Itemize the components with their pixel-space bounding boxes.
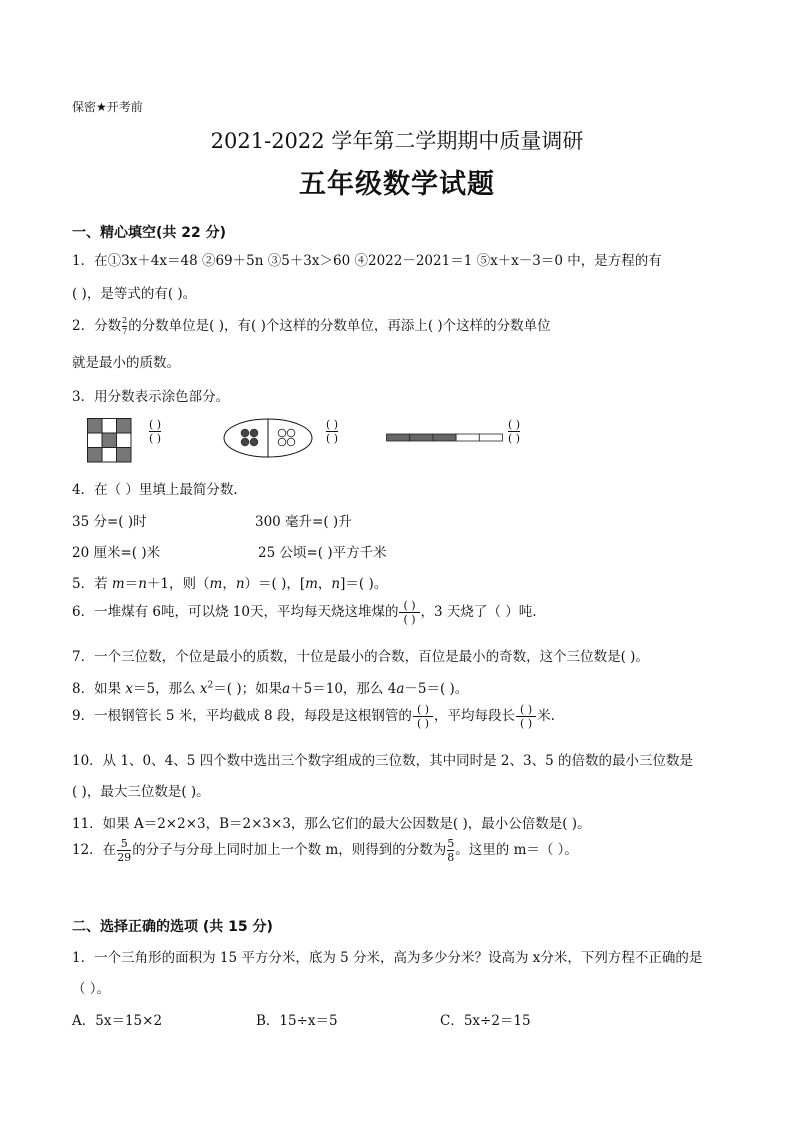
oval-dots-figure (222, 417, 314, 459)
q5-text: 5．若 (72, 576, 112, 592)
bar-segment-shaded (433, 434, 456, 441)
q2-fraction (122, 317, 127, 336)
q8-text: －5＝( )。 (404, 681, 469, 697)
q4-d: 25 公顷=( )平方千米 (258, 545, 387, 561)
q2-frac-num: 2 (122, 316, 128, 325)
q5-var-m: m (305, 576, 318, 592)
grid-cell-blank (102, 448, 117, 463)
grid-cell-shaded (102, 433, 117, 448)
q11: 11．如果 A＝2×2×3，B＝2×3×3，那么它们的最大公因数是( )，最小公倍数是( )。 (72, 816, 591, 832)
q1-line2: ( )，是等式的有( )。 (72, 286, 197, 302)
q5-text: ＋1，则（ (146, 576, 210, 592)
grid-cell-blank (117, 433, 132, 448)
q9-blank-num: ( ) (520, 703, 533, 716)
q4-a: 35 分=( )时 (72, 514, 147, 530)
bar-segment-blank (479, 434, 502, 441)
s2-q1-line2: （ ）。 (72, 981, 111, 997)
grid-cell-blank (88, 433, 103, 448)
s2-q1-option-b: B．15÷x＝5 (256, 1013, 338, 1029)
q7: 7．一个三位数，个位是最小的质数，十位是最小的合数，百位是最小的奇数，这个三位数是( )。 (72, 649, 649, 665)
q10-line1: 10．从 1、0、4、5 四个数中选出三个数字组成的三位数，其中同时是 2、3、5 的倍数的最小三位数是 (72, 753, 693, 769)
q12-frac2-num: 5 (447, 837, 455, 850)
q8-var-a: a (282, 681, 291, 697)
q9 (72, 704, 555, 729)
q8-text: ＝( )；如果 (213, 681, 283, 697)
q5-var-n: n (138, 576, 147, 592)
q9-fraction-blank-1 (413, 704, 433, 729)
q3-blank-1-num: ( ) (149, 418, 162, 431)
section-2-title: 二、选择正确的选项 (共 15 分) (72, 919, 273, 935)
q4-b: 300 毫升=( )升 (255, 514, 352, 530)
grid-cell-shaded (88, 419, 103, 434)
q9-fraction-blank-2 (516, 704, 536, 729)
dot-empty (278, 438, 286, 446)
q6-blank-den: ( ) (403, 613, 416, 626)
q3-blank-3 (508, 419, 520, 444)
segment-bar-figure (386, 433, 504, 443)
q9-text: ，平均每段长 (434, 708, 516, 724)
q8-text: ＋5＝10，那么 4 (290, 681, 397, 697)
grid-cell-blank (102, 419, 117, 434)
q4-title: 4．在（ ）里填上最简分数. (72, 482, 238, 498)
section-1-title: 一、精心填空(共 22 分) (72, 225, 227, 241)
q6-text: 6．一堆煤有 6吨，可以烧 10天，平均每天烧这堆煤的 (72, 604, 399, 620)
s2-q1-option-a: A．5x＝15×2 (72, 1013, 163, 1029)
q2-line1 (72, 314, 551, 336)
grid-cell-shaded (88, 448, 103, 463)
confidential-mark: 保密★开考前 (72, 100, 143, 114)
bar-segment-shaded (410, 434, 433, 441)
q5-text: ， (317, 576, 332, 592)
q5-text: ]＝( )。 (340, 576, 388, 592)
q3-blank-2-den: ( ) (326, 432, 339, 445)
dot-filled (241, 429, 249, 437)
q3-blank-1 (149, 419, 161, 444)
q9-blank-den: ( ) (416, 717, 430, 730)
q5-var-n: n (331, 576, 341, 592)
q5-var-n: n (235, 576, 245, 592)
q3-blank-2 (326, 419, 338, 444)
q8-text: 8．如果 (72, 681, 126, 697)
q9-text: 米. (537, 708, 555, 724)
exam-title: 2021-2022 学年第二学期期中质量调研 (210, 129, 584, 153)
q8-var-a: a (396, 681, 405, 697)
q9-blank-den: ( ) (520, 717, 533, 730)
s2-q1-option-c: C．5x÷2＝15 (440, 1013, 531, 1029)
dot-filled (250, 438, 258, 446)
q8-var-x: x (199, 681, 208, 697)
dot-filled (241, 438, 249, 446)
q6-blank-num: ( ) (403, 599, 416, 612)
q8-text: ＝5，那么 (133, 681, 200, 697)
exam-subtitle: 五年级数学试题 (299, 169, 495, 200)
q5 (72, 572, 387, 592)
grid-cell-shaded (117, 419, 132, 434)
q12-fraction-1 (117, 838, 131, 863)
q3-text: 3．用分数表示涂色部分。 (72, 389, 230, 405)
q3-blank-3-den: ( ) (508, 432, 521, 445)
q3-blank-1-den: ( ) (149, 432, 162, 445)
q1-line1: 1．在①3x＋4x＝48 ②69＋5n ③5＋3x＞60 ④2022－2021＝1 ⑤x＋x－3＝0 中，是方程的有 (72, 253, 662, 269)
bar-segment-blank (456, 434, 479, 441)
q5-text: ）＝( )，[ (244, 576, 306, 592)
q8-var-x: x (125, 681, 134, 697)
q5-text: ， (222, 576, 236, 592)
q5-var-m: m (111, 576, 125, 592)
grid-cell-shaded (117, 448, 132, 463)
q12-frac2-den: 8 (447, 851, 455, 864)
q8 (72, 677, 468, 697)
q12-text: 12．在 (72, 842, 117, 858)
q4-c: 20 厘米=( )米 (72, 545, 161, 561)
q9-text: 9．一根钢管长 5 米，平均截成 8 段，每段是这根钢管的 (72, 708, 412, 724)
shaded-grid-figure (87, 418, 133, 464)
q5-text: ＝ (124, 576, 139, 592)
q12-frac1-den: 29 (117, 851, 132, 864)
q12-text: 的分子与分母上同时加上一个数 m，则得到的分数为 (132, 842, 447, 858)
dot-empty (287, 438, 295, 446)
q12-text: 。这里的 m＝（ ）。 (455, 842, 578, 858)
bar-segment-shaded (387, 434, 410, 441)
dot-filled (250, 429, 258, 437)
q9-blank-num: ( ) (416, 703, 430, 716)
q2-prefix: 2．分数 (72, 318, 122, 334)
q2-line2: 就是最小的质数。 (72, 355, 180, 371)
q2-rest: 的分数单位是( )，有( )个这样的分数单位，再添上( )个这样的分数单位 (128, 318, 551, 334)
q6 (72, 600, 537, 625)
q6-fraction-blank (399, 600, 419, 625)
q10-line2: ( )，最大三位数是( )。 (72, 784, 210, 800)
dot-empty (287, 429, 295, 437)
q12-fraction-2 (447, 838, 454, 863)
q12 (72, 838, 578, 863)
q12-frac1-num: 5 (120, 837, 128, 850)
q6-text: ，3 天烧了（ ）吨. (420, 604, 537, 620)
q3-blank-2-num: ( ) (326, 418, 339, 431)
q8-exponent: 2 (207, 680, 214, 691)
dot-empty (278, 429, 286, 437)
q2-frac-den: 7 (122, 327, 128, 336)
s2-q1-line1: 1．一个三角形的面积为 15 平方分米，底为 5 分米，高为多少分米？设高为 x分米，下列方程不正确的是 (72, 950, 703, 966)
q5-var-m: m (209, 576, 223, 592)
q3-blank-3-num: ( ) (508, 418, 521, 431)
